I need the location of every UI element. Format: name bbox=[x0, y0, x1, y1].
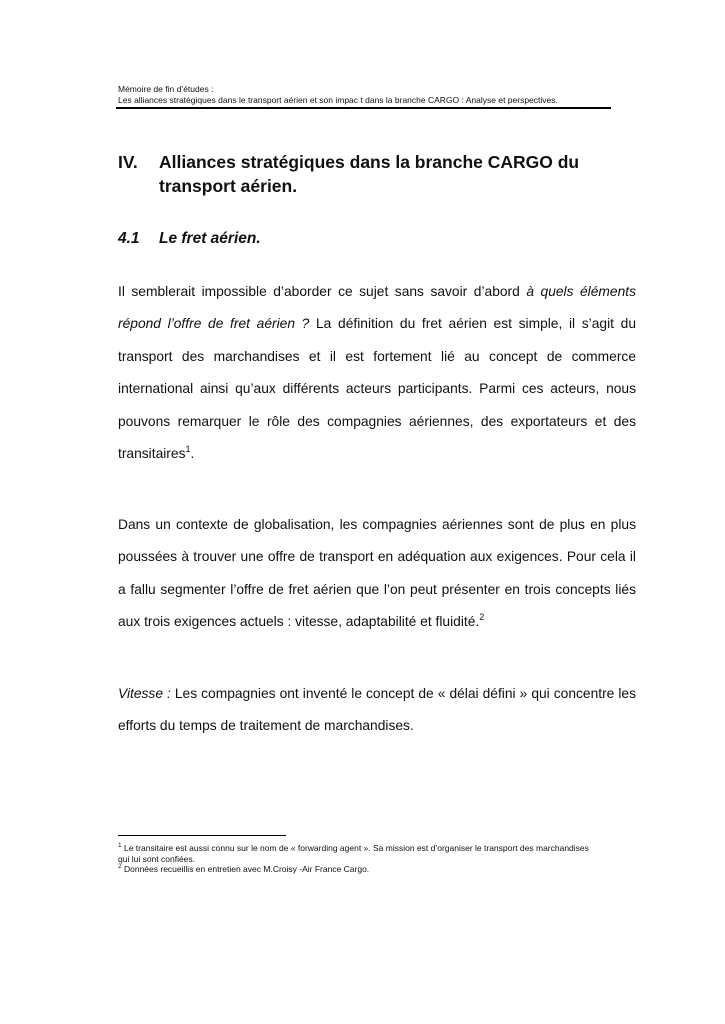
footnote-separator bbox=[118, 835, 286, 836]
paragraph-1 bbox=[118, 276, 636, 470]
paragraph-3-label: Vitesse : bbox=[118, 686, 171, 701]
paragraph-1-italic: à quels éléments répond l’offre de fret aérien ? bbox=[118, 284, 636, 332]
chapter-number: IV. bbox=[118, 152, 138, 172]
header-line-2: Les alliances stratégiques dans le transport aérien et son impac t dans la branche CARGO : Analyse et perspectives. bbox=[118, 95, 558, 105]
paragraph-1-text-b: La définition du fret aérien est simple, il s’agit du transport des marchandises et il est fortement lié au concept de commerce international ainsi qu’aux différents acteurs participants. Parmi ces acteurs, nous pouvons remarquer le rôle des compagnies aériennes, des exportateurs et des transitaires bbox=[118, 316, 636, 462]
footnotes bbox=[118, 843, 598, 875]
footnote-1 bbox=[118, 843, 598, 864]
paragraph-2 bbox=[118, 509, 636, 639]
footnote-2 bbox=[118, 864, 598, 875]
section-number: 4.1 bbox=[118, 230, 140, 247]
paragraph-3 bbox=[118, 678, 636, 743]
paragraph-2-text: Dans un contexte de globalisation, les compagnies aériennes sont de plus en plus poussées à trouver une offre de transport en adéquation aux exigences. Pour cela il a fallu segmenter l’offre de fret aérien que l’on peut présenter en trois concepts liés aux trois exigences actuels : vitesse, adaptabilité et fluidité. bbox=[118, 517, 636, 630]
section-title: Le fret aérien. bbox=[159, 230, 261, 247]
footnote-1-text: Le transitaire est aussi connu sur le nom de « forwarding agent ». Sa mission est d’organiser le transport des marchandises qui lui sont confiées. bbox=[118, 843, 589, 864]
header-line-1: Mémoire de fin d’études : bbox=[118, 84, 214, 94]
footnote-ref-2[interactable]: 2 bbox=[479, 612, 485, 623]
footnote-2-ref: 2 bbox=[118, 863, 122, 870]
chapter-title: Alliances stratégiques dans la branche CARGO du transport aérien. bbox=[159, 152, 580, 196]
paragraph-1-end: . bbox=[190, 446, 195, 462]
running-header bbox=[118, 84, 611, 106]
footnote-ref-1[interactable]: 1 bbox=[185, 444, 191, 455]
footnote-2-text: Données recueillis en entretien avec M.Croisy -Air France Cargo. bbox=[121, 864, 370, 874]
footnote-1-ref: 1 bbox=[118, 842, 122, 849]
header-rule bbox=[116, 107, 611, 109]
paragraph-1-text-a: Il semblerait impossible d’aborder ce sujet sans savoir d’abord bbox=[118, 284, 527, 299]
paragraph-3-text: Les compagnies ont inventé le concept de « délai défini » qui concentre les efforts du temps de traitement de marchandises. bbox=[118, 686, 636, 734]
